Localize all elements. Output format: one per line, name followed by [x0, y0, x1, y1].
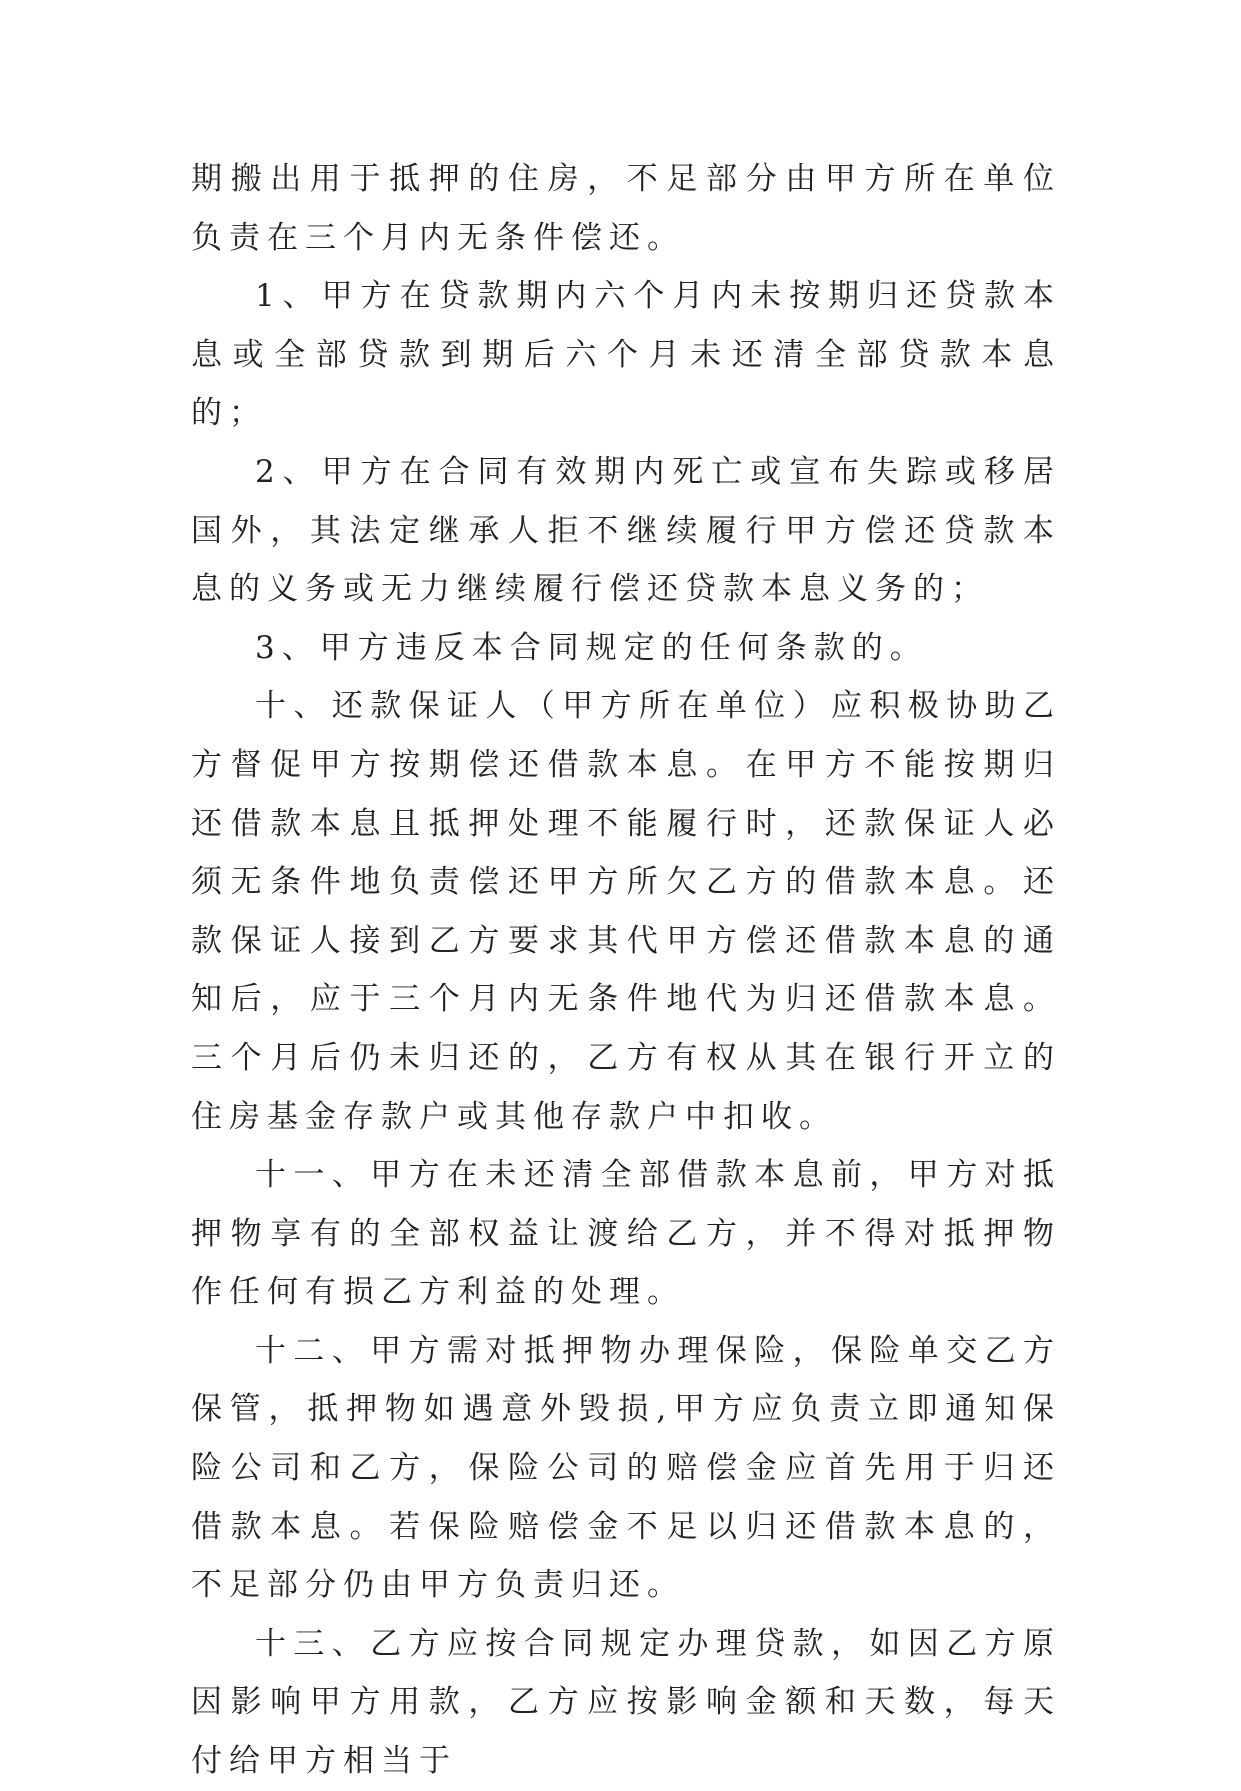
- paragraph-clause-10: 十、还款保证人（甲方所在单位）应积极协助乙方督促甲方按期偿还借款本息。在甲方不能按期归还借款本息且抵押处理不能履行时，还款保证人必须无条件地负责偿还甲方所欠乙方的借款本息。还款保证人接到乙方要求其代甲方偿还借款本息的通知后，应于三个月内无条件地代为归还借款本息。三个月后仍未归还的，乙方有权从其在银行开立的住房基金存款户或其他存款户中扣收。: [191, 688, 1061, 1135]
- paragraph-clause-11: 十一、甲方在未还清全部借款本息前，甲方对抵押物享有的全部权益让渡给乙方，并不得对抵押物作任何有损乙方利益的处理。: [191, 1157, 1061, 1311]
- paragraph-clause-13: 十三、乙方应按合同规定办理贷款，如因乙方原因影响甲方用款，乙方应按影响金额和天数，每天付给甲方相当于: [191, 1625, 1061, 1780]
- paragraph-item-3: 3、甲方违反本合同规定的任何条款的。: [255, 629, 928, 666]
- paragraph-item-1: 1、甲方在贷款期内六个月内未按期归还贷款本息或全部贷款到期后六个月未还清全部贷款本息的；: [191, 278, 1061, 432]
- paragraph-clause-12: 十二、甲方需对抵押物办理保险，保险单交乙方保管，抵押物如遇意外毁损,甲方应负责立即通知保险公司和乙方，保险公司的赔偿金应首先用于归还借款本息。若保险赔偿金不足以归还借款本息的，不足部分仍由甲方负责归还。: [191, 1332, 1061, 1604]
- paragraph-continuation: 期搬出用于抵押的住房，不足部分由甲方所在单位负责在三个月内无条件偿还。: [191, 161, 1061, 256]
- paragraph-item-2: 2、甲方在合同有效期内死亡或宣布失踪或移居国外，其法定继承人拒不继续履行甲方偿还贷款本息的义务或无力继续履行偿还贷款本息义务的；: [191, 453, 1061, 608]
- document-body: [191, 150, 1061, 1791]
